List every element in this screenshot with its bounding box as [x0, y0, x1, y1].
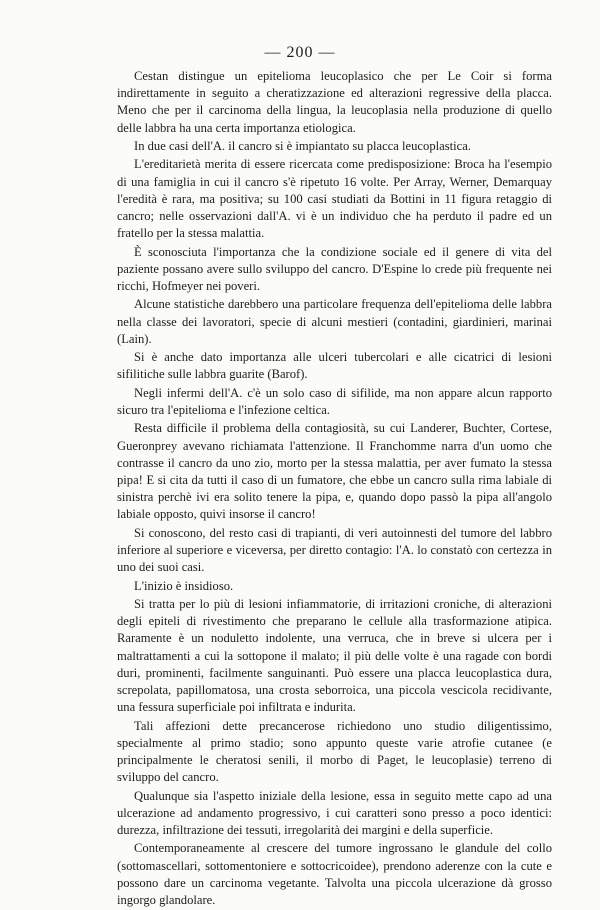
page-number: — 200 —: [264, 44, 336, 61]
paragraph: È sconosciuta l'importanza che la condizione sociale ed il genere di vita del paziente possano avere sullo sviluppo del cancro. D'Espine lo crede più frequente nei ricchi, Hofmeyer nei poveri.: [117, 244, 552, 293]
paragraph: Si tratta per lo più di lesioni infiammatorie, di irritazioni croniche, di alterazioni degli epiteli di rivestimento che preparano le cellule alla trasformazione atipica. Raramente è un noduletto indolente, una verruca, che in breve si ulcera per i maltrattamenti a cui la sottopone il malato; il più delle volte è una ragade con bordi duri, prominenti, facilmente sanguinanti. Può essere una placca leucoplastica dura, screpolata, papillomatosa, una crosta seborroica, una piccola vescicola recidivante, una fessura superficiale poi infiltrata e indurita.: [117, 596, 552, 715]
paragraph: Alcune statistiche darebbero una particolare frequenza dell'epitelioma delle labbra nella classe dei lavoratori, specie di alcuni mestieri (contadini, giardinieri, marinai (Lain).: [117, 297, 552, 346]
paragraph: Si conoscono, del resto casi di trapianti, di veri autoinnesti del tumore del labbro inferiore al superiore e viceversa, per diretto contagio: l'A. lo constatò con certezza in uno dei suoi casi.: [117, 525, 552, 575]
paragraph: L'ereditarietà merita di essere ricercata come predisposizione: Broca ha l'esempio di una famiglia in cui il cancro s'è ripetuto 16 volte. Per Array, Werner, Demarquay l'eredità è rara, ma positiva; su 100 casi studiati da Bottini in 11 figura retaggio di cancro; nelle osservazioni dall'A. vi è un individuo che ha perduto il padre ed un fratello per la stessa malattia.: [117, 157, 552, 241]
paragraph: Cestan distingue un epitelioma leucoplasico che per Le Coir si forma indirettamente in seguito a cheratizzazione ed alterazioni regressive della placca. Meno che per il carcinoma della lingua, la leucoplasia nella produzione di quello delle labbra ha una certa importanza etiologica.: [117, 69, 552, 135]
paragraph: In due casi dell'A. il cancro si è impiantato su placca leucoplastica.: [134, 139, 471, 153]
paragraph: Tali affezioni dette precancerose richiedono uno studio diligentissimo, specialmente al primo stadio; sono appunto queste varie atrofie cutanee (e principalmente le cheratosi senili, il morbo di Paget, le leucoplasie) terreno di sviluppo del cancro.: [117, 718, 552, 785]
paragraph: Contemporaneamente al crescere del tumore ingrossano le glandule del collo (sottomascellari, sottomentoniere e sottocricoidee), prendono aderenze con la cute e possono dare un carcinoma vegetante. Talvolta una piccola ulcerazione dà grosso ingorgo glandolare.: [117, 841, 552, 907]
body-text: [117, 68, 552, 910]
paragraph: Si è anche dato importanza alle ulceri tubercolari e alle cicatrici di lesioni sifilitiche sulle labbra guarite (Barof).: [117, 350, 552, 382]
paragraph: L'inizio è insidioso.: [134, 578, 234, 593]
paragraph: Negli infermi dell'A. c'è un solo caso di sifilide, ma non appare alcun rapporto sicuro tra l'epitelioma e l'infezione celtica.: [117, 385, 552, 417]
paragraph: Resta difficile il problema della contagiosità, su cui Landerer, Buchter, Cortese, Gueronprey avevano richiamata l'attenzione. Il Franchomme narra d'un uomo che contrasse il cancro da uno zio, morto per la stessa malattia, per aver fumato la stessa pipa! E si cita da tutti il caso di un fumatore, che ebbe un cancro sulla rima labiale di sinistra perchè ivi era solito tenere la pipa, e, quando dopo passò la pipa all'angolo labiale opposto, quivi insorse il cancro!: [117, 421, 552, 522]
paragraph: Qualunque sia l'aspetto iniziale della lesione, essa in seguito mette capo ad una ulcerazione ad andamento progressivo, i cui caratteri sono presso a poco identici: durezza, infiltrazione dei tessuti, irregolarità dei margini e della superficie.: [117, 788, 552, 837]
